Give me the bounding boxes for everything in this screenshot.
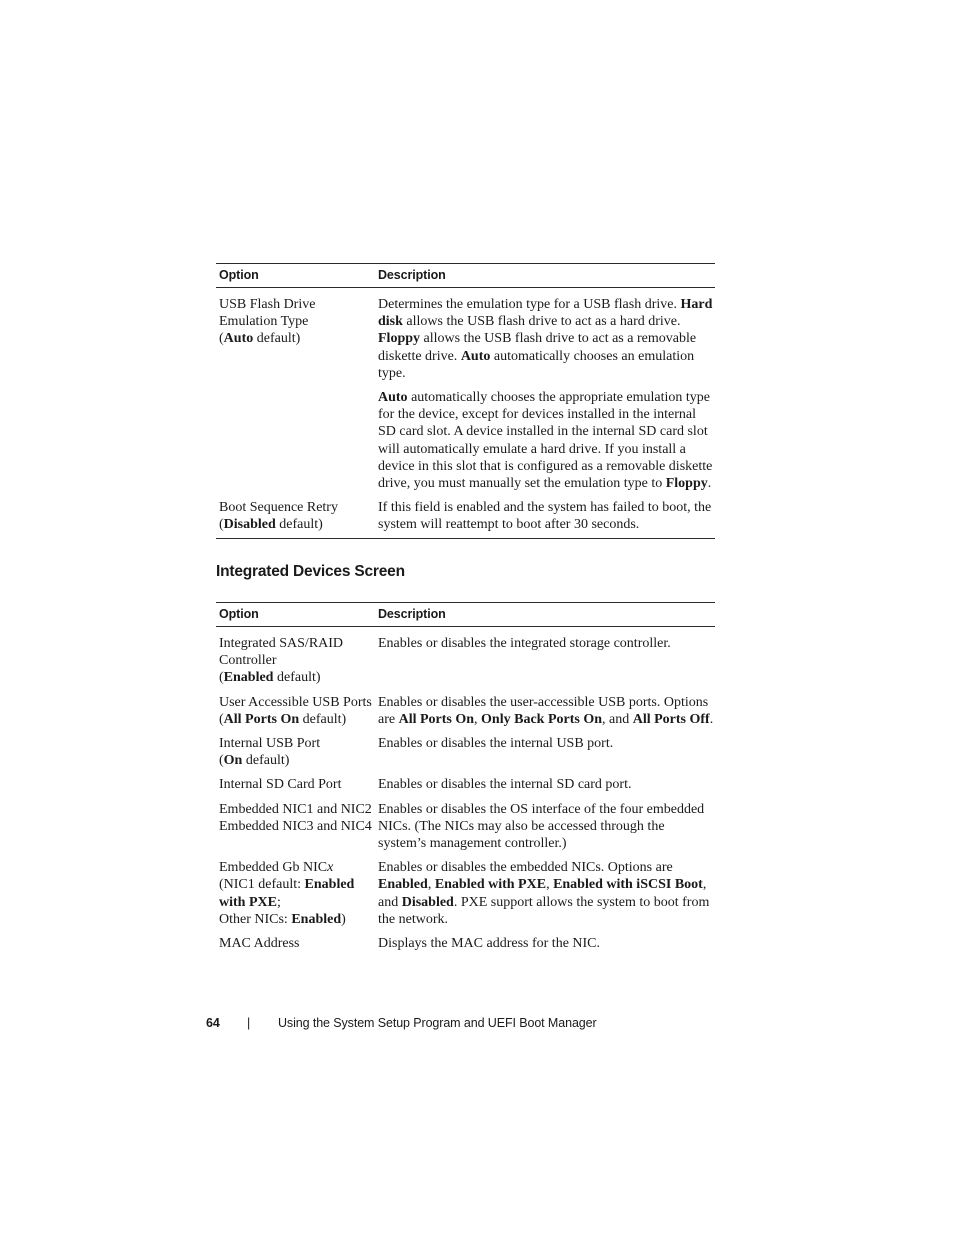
table-row <box>216 694 715 735</box>
option-line: USB Flash Drive <box>219 297 316 312</box>
option-line: Embedded Gb NICx <box>219 860 334 876</box>
option-line: (NIC1 default: Enabled with PXE; <box>219 877 355 910</box>
description-paragraph: Enables or disables the user-accessible USB ports. Options are All Ports On, Only Back Ports On, and All Ports Off. <box>378 694 714 727</box>
option-line: User Accessible USB Ports <box>219 694 372 710</box>
table-header-row <box>216 264 715 288</box>
option-cell <box>216 694 375 735</box>
description-cell <box>375 801 715 860</box>
option-line: (Enabled default) <box>219 670 321 686</box>
option-line: Integrated SAS/RAID Controller <box>219 636 344 669</box>
table-usb-boot-options <box>216 263 715 539</box>
column-header-description: Description <box>378 607 446 621</box>
description-paragraph: Determines the emulation type for a USB flash drive. Hard disk allows the USB flash drive to act as a hard drive. Floppy allows the USB flash drive to act as a removable diskette drive. Auto automatically chooses an emulation type. <box>378 297 713 381</box>
table-row <box>216 801 715 860</box>
description-paragraph: Enables or disables the integrated storage controller. <box>378 636 671 651</box>
table-row <box>216 627 715 694</box>
description-paragraph: If this field is enabled and the system has failed to boot, the system will reattempt to boot after 30 seconds. <box>378 500 712 533</box>
option-line: Boot Sequence Retry <box>219 500 338 516</box>
option-line: Embedded NIC1 and NIC2 <box>219 801 372 817</box>
option-line: MAC Address <box>219 936 300 952</box>
column-header-description: Description <box>378 268 446 282</box>
description-cell <box>375 694 715 735</box>
option-line: Other NICs: Enabled) <box>219 911 346 927</box>
option-line: (Auto default) <box>219 331 301 347</box>
table-row <box>216 499 715 538</box>
option-cell <box>216 859 375 935</box>
page-number: 64 <box>206 1016 220 1030</box>
option-cell <box>216 499 375 538</box>
description-paragraph: Enables or disables the internal SD card port. <box>378 777 632 793</box>
description-cell <box>375 627 715 694</box>
option-line: (Disabled default) <box>219 517 323 533</box>
column-header-option: Option <box>219 607 259 621</box>
description-cell <box>375 776 715 800</box>
option-cell <box>216 935 375 956</box>
table-row <box>216 859 715 935</box>
table-header-row <box>216 603 715 627</box>
table-row <box>216 288 715 500</box>
option-cell <box>216 735 375 776</box>
description-cell <box>375 935 715 956</box>
option-cell <box>216 288 375 500</box>
footer-chapter-title: Using the System Setup Program and UEFI Boot Manager <box>278 1016 597 1030</box>
option-line: Internal USB Port <box>219 736 321 752</box>
description-paragraph: Enables or disables the internal USB port. <box>378 736 614 752</box>
description-paragraph: Enables or disables the embedded NICs. Options are Enabled, Enabled with PXE, Enabled with iSCSI Boot, and Disabled. PXE support allows the system to boot from the network. <box>378 860 710 927</box>
option-line: Emulation Type <box>219 314 309 330</box>
option-line: (All Ports On default) <box>219 711 347 727</box>
description-paragraph: Displays the MAC address for the NIC. <box>378 936 601 952</box>
table-row <box>216 735 715 776</box>
description-paragraph: Auto automatically chooses the appropriate emulation type for the device, except for devices installed in the internal SD card slot. A device installed in the internal SD card slot will automatically emulate a hard drive. If you install a device in this slot that is configured as a removable diskette drive, you must manually set the emulation type to Floppy. <box>378 390 713 492</box>
description-cell <box>375 859 715 935</box>
section-heading: Integrated Devices Screen <box>216 563 405 580</box>
option-line: (On default) <box>219 753 290 769</box>
footer-separator: | <box>247 1016 251 1030</box>
option-line: Embedded NIC3 and NIC4 <box>219 818 372 834</box>
description-cell <box>375 288 715 500</box>
option-line: Internal SD Card Port <box>219 777 342 793</box>
description-cell <box>375 499 715 538</box>
column-header-option: Option <box>219 268 259 282</box>
option-cell <box>216 801 375 860</box>
option-cell <box>216 627 375 694</box>
table-row <box>216 776 715 800</box>
option-cell <box>216 776 375 800</box>
table-integrated-devices <box>216 602 715 956</box>
description-cell <box>375 735 715 776</box>
table-row <box>216 935 715 956</box>
description-paragraph: Enables or disables the OS interface of the four embedded NICs. (The NICs may also be accessed through the system’s management controller.) <box>378 801 705 852</box>
